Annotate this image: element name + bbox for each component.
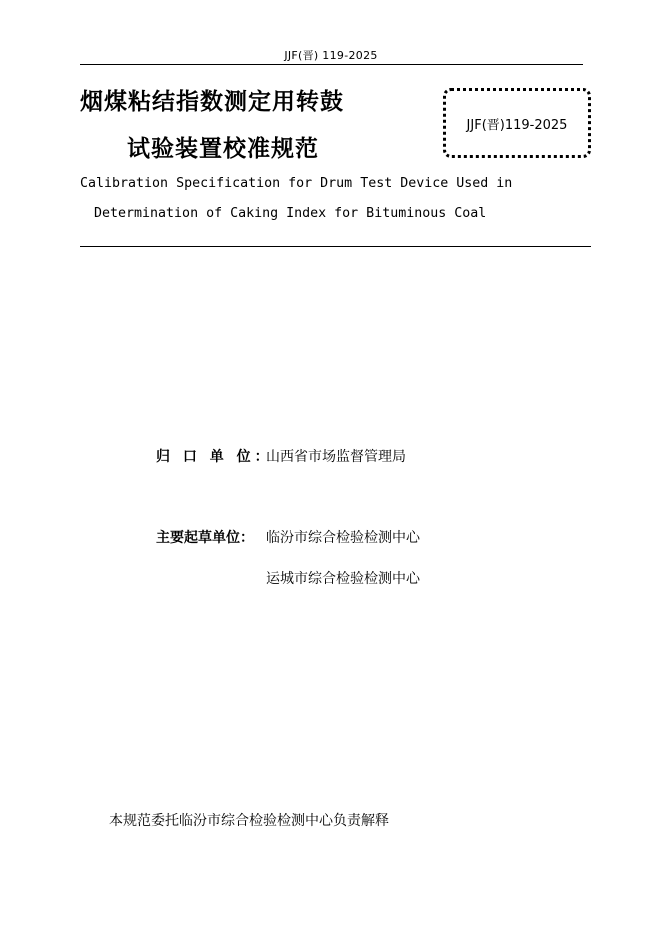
interpretation-note: 本规范委托临汾市综合检验检测中心负责解释 [109,813,389,829]
responsible-department-value: 山西省市场监督管理局 [266,449,406,465]
title-line-1: 烟煤粘结指数测定用转鼓 [80,89,344,115]
drafting-unit-2: 运城市综合检验检测中心 [266,571,420,587]
header-standard-code: JJF(晋) 119-2025 [284,49,378,62]
english-title-line-2: Determination of Caking Index for Bituminous Coal [94,206,487,221]
standard-code-text: JJF(晋)119-2025 [466,117,568,133]
title-divider [80,246,591,247]
standard-code-box [443,88,591,158]
title-line-2: 试验装置校准规范 [127,136,319,162]
drafting-units-label: 主要起草单位： [156,530,254,546]
english-title-line-1: Calibration Specification for Drum Test Device Used in [80,176,513,191]
responsible-department-label: 归 口 单 位： [156,449,273,465]
header-divider [80,64,583,65]
drafting-unit-1: 临汾市综合检验检测中心 [266,530,420,546]
